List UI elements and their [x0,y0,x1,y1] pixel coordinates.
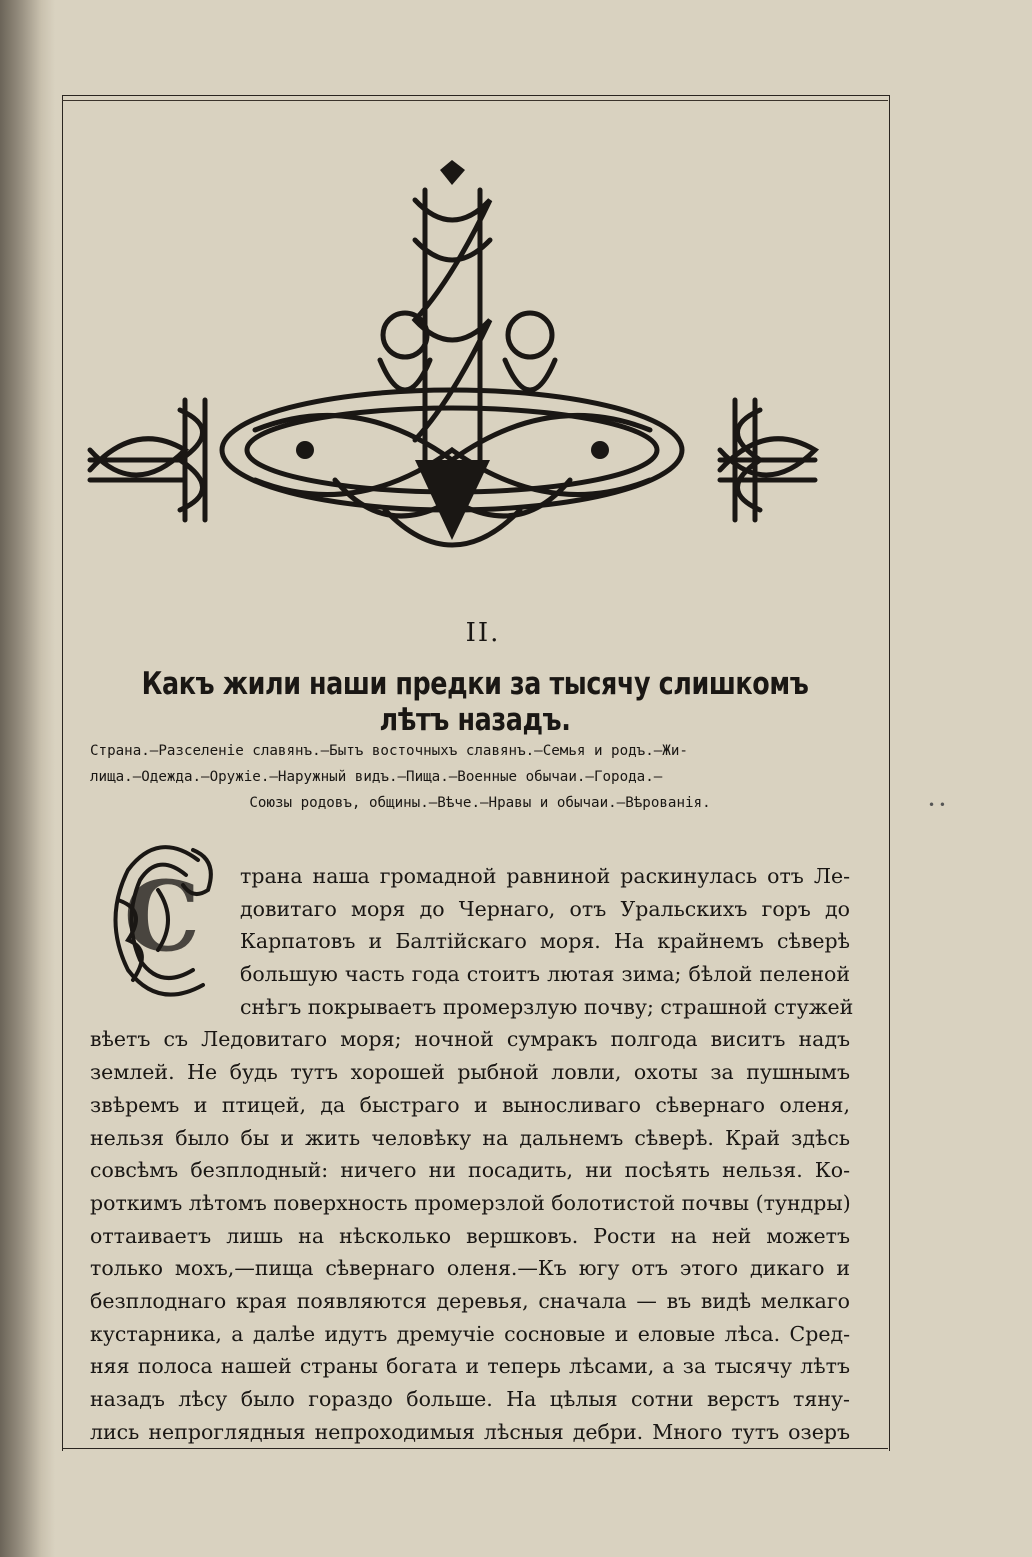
dropcap-letter: С [123,860,201,973]
body-line: трана наша громадной равниной раскинулась отъ Ле- [240,864,850,888]
body-line: оттаиваетъ лишь на нѣсколько вершковъ. Рости на ней можетъ [90,1223,850,1248]
chapter-summary [90,738,870,816]
page-binding-shadow [0,0,55,1557]
body-line: снѣгъ покрываетъ промерзлую почву; страшной стужей [240,994,854,1019]
body-line: землей. Не будь тутъ хорошей рыбной ловли, охоты за пушнымъ [90,1060,850,1085]
body-line: безплоднаго края появляются деревья, сначала — въ видѣ мелкаго [90,1288,850,1313]
frame-top-rule [62,100,888,101]
margin-marks: • • [928,798,946,812]
chapter-title: Какъ жили наши предки за тысячу слишкомъ лѣтъ назадъ. [141,666,809,738]
body-line: большую часть года стоитъ лютая зима; бѣлой пеленой [240,962,850,987]
body-line: звѣремъ и птицей, да быстраго и выносливаго сѣвернаго оленя, [90,1092,850,1117]
body-line: назадъ лѣсу было гораздо больше. На цѣлыя сотни верстъ тяну- [90,1387,850,1411]
chapter-number: II. [465,618,501,648]
interlace-ornament-icon [85,160,820,580]
summary-line: Страна.—Разселеніе славянъ.—Бытъ восточныхъ славянъ.—Семья и родъ.—Жи- [90,743,688,759]
body-line: довитаго моря до Чернаго, отъ Уральскихъ горъ до [240,896,850,921]
body-line: Карпатовъ и Балтійскаго моря. На крайнемъ сѣверѣ [240,929,850,954]
body-line: няя полоса нашей страны богата и теперь лѣсами, а за тысячу лѣтъ [90,1354,850,1379]
body-line: лись непроглядныя непроходимыя лѣсныя дебри. Много тутъ озеръ [90,1419,850,1444]
body-line: вѣетъ съ Ледовитаго моря; ночной сумракъ полгода виситъ надъ [90,1027,850,1052]
body-line: совсѣмъ безплодный: ничего ни посадить, ни посѣять нельзя. Ко- [90,1158,850,1183]
body-line: роткимъ лѣтомъ поверхность промерзлой болотистой почвы (тундры) [90,1190,851,1215]
body-line: кустарника, а далѣе идутъ дремучіе сосновые и еловые лѣса. Сред- [90,1321,850,1346]
body-line: нельзя было бы и жить человѣку на дальнемъ сѣверѣ. Край здѣсь [90,1125,850,1150]
body-line: только мохъ,—пища сѣвернаго оленя.—Къ югу отъ этого дикаго и [90,1256,850,1281]
summary-line: лища.—Одежда.—Оружіе.—Наружный видъ.—Пища.—Военные обычаи.—Города.— [90,769,663,785]
summary-line: Союзы родовъ, общины.—Вѣче.—Нравы и обычаи.—Вѣрованія. [249,795,711,811]
body-text [90,860,854,1448]
